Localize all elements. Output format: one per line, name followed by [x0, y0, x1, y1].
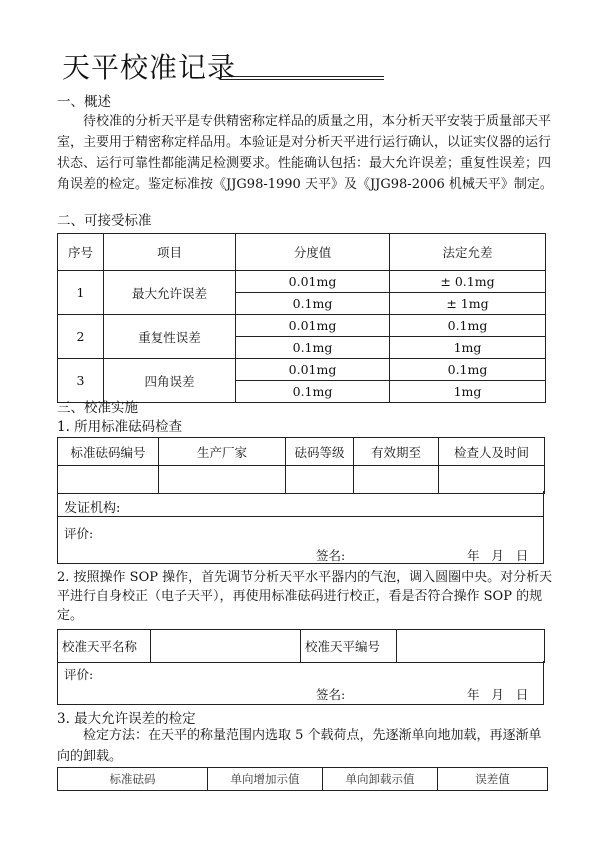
- header-cell: 检查人及时间: [439, 438, 545, 466]
- header-cell: 单向增加示值: [208, 768, 323, 791]
- step3-paragraph: 检定方法：在天平的称量范围内选取 5 个载荷点，先逐渐单向地加载，再逐渐单向的卸载。: [57, 728, 542, 764]
- row-item: 四角误差: [104, 359, 236, 403]
- signature-label: 签名:: [316, 687, 346, 702]
- balance-number-input[interactable]: [397, 630, 545, 663]
- tolerance-value: 1mg: [390, 337, 546, 359]
- evaluation-label: 评价:: [64, 526, 94, 541]
- header-cell: 误差值: [438, 768, 548, 791]
- row-item: 重复性误差: [104, 315, 236, 359]
- header-cell: 标准砝码: [58, 768, 208, 791]
- division-value: 0.01mg: [236, 315, 390, 337]
- division-value: 0.1mg: [236, 381, 390, 403]
- row-number: 1: [58, 271, 104, 315]
- max-error-table: [57, 767, 548, 791]
- header-cell: 项目: [104, 234, 236, 271]
- header-cell: 生产厂家: [159, 438, 286, 466]
- header-cell: 有效期至: [354, 438, 439, 466]
- section-implementation-heading: 三、校准实施: [57, 400, 138, 416]
- balance-evaluation-box[interactable]: [57, 661, 544, 705]
- section-acceptance-heading: 二、可接受标准: [57, 213, 152, 229]
- division-value: 0.01mg: [236, 359, 390, 381]
- issuer-row[interactable]: [57, 491, 544, 517]
- balance-number-label: 校准天平编号: [301, 630, 397, 663]
- header-cell: 标准砝码编号: [58, 438, 159, 466]
- standard-weights-table: [57, 437, 545, 494]
- header-cell: 法定允差: [390, 234, 546, 271]
- tolerance-value: 0.1mg: [390, 315, 546, 337]
- issuer-label: 发证机构:: [64, 501, 121, 516]
- balance-info-table: [57, 629, 545, 663]
- row-number: 2: [58, 315, 104, 359]
- step1-heading: 1. 所用标准砝码检查: [57, 419, 183, 435]
- date-label: 年 月 日: [467, 687, 529, 702]
- balance-name-label: 校准天平名称: [58, 630, 151, 663]
- weights-evaluation-box[interactable]: [57, 516, 544, 564]
- evaluation-label: 评价:: [64, 667, 94, 682]
- tolerance-value: ± 0.1mg: [390, 271, 546, 293]
- tolerance-value: 1mg: [390, 381, 546, 403]
- row-item: 最大允许误差: [104, 271, 236, 315]
- overview-paragraph: 待校准的分析天平是专供精密称定样品的质量之用，本分析天平安装于质量部天平室，主要用于精密称定样品用。本验证是对分析天平进行运行确认，以证实仪器的运行状态、运行可靠性都能满足检测要求。性能确认包括：最大允许误差；重复性误差；四角误差的检定。鉴定标准按《JJG98-1990 天平》及《JJG98-2006 机械天平》制定。: [57, 114, 553, 192]
- section-overview-heading: 一、概述: [57, 94, 111, 110]
- division-value: 0.1mg: [236, 337, 390, 359]
- balance-name-input[interactable]: [151, 630, 301, 663]
- header-cell: 砝码等级: [286, 438, 354, 466]
- title-underline: [220, 76, 384, 80]
- row-number: 3: [58, 359, 104, 403]
- weight-id-input[interactable]: [58, 466, 159, 494]
- signature-label: 签名:: [316, 548, 346, 563]
- header-cell: 单向卸载示值: [323, 768, 438, 791]
- division-value: 0.1mg: [236, 293, 390, 315]
- tolerance-value: 0.1mg: [390, 359, 546, 381]
- page-title: 天平校准记录: [62, 51, 237, 84]
- inspector-input[interactable]: [439, 466, 545, 494]
- weight-grade-input[interactable]: [286, 466, 354, 494]
- step3-heading: 3. 最大允许误差的检定: [57, 711, 196, 727]
- manufacturer-input[interactable]: [159, 466, 286, 494]
- expiry-date-input[interactable]: [354, 466, 439, 494]
- division-value: 0.01mg: [236, 271, 390, 293]
- tolerance-value: ± 1mg: [390, 293, 546, 315]
- date-label: 年 月 日: [467, 548, 529, 563]
- header-cell: 序号: [58, 234, 104, 271]
- header-cell: 分度值: [236, 234, 390, 271]
- acceptance-table: [57, 233, 546, 403]
- step2-paragraph: 2. 按照操作 SOP 操作，首先调节分析天平水平器内的气泡，调入圆圈中央。对分析天平进行自身校正（电子天平），再使用标准砝码进行校正，看是否符合操作 SOP 的规定。: [57, 570, 553, 623]
